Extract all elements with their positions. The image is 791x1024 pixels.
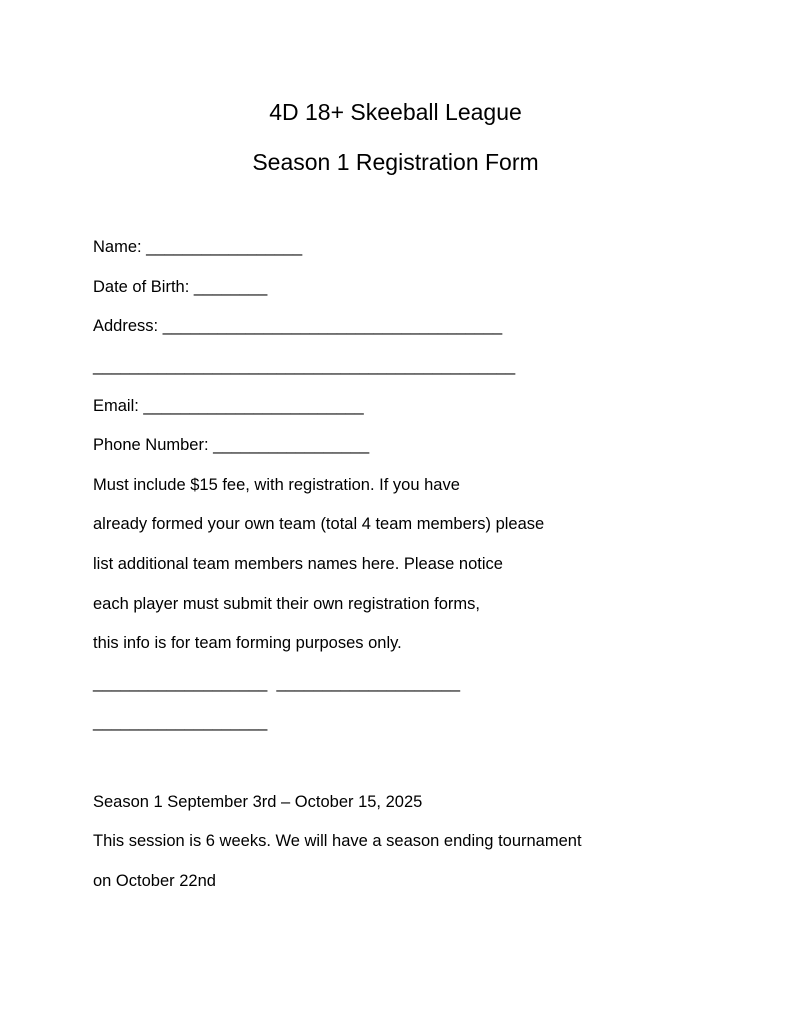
- instruction-line: each player must submit their own registration forms,: [93, 595, 480, 613]
- address-field-label: Address: _____________________________________: [93, 317, 503, 335]
- name-field-label: Name: _________________: [93, 238, 303, 256]
- season-info: This session is 6 weeks. We will have a season ending tournament: [93, 832, 582, 850]
- season-info: on October 22nd: [93, 872, 216, 890]
- instruction-line: Must include $15 fee, with registration. If you have: [93, 476, 460, 494]
- season-dates: Season 1 September 3rd – October 15, 2025: [93, 793, 423, 811]
- instruction-line: already formed your own team (total 4 team members) please: [93, 515, 545, 533]
- dob-field-label: Date of Birth: ________: [93, 278, 268, 296]
- address-line-2: ______________________________________________: [93, 357, 516, 375]
- team-member-lines: ___________________: [93, 713, 268, 731]
- phone-field-label: Phone Number: _________________: [93, 436, 370, 454]
- instruction-line: this info is for team forming purposes only.: [93, 634, 402, 652]
- team-member-lines: ___________________ ____________________: [93, 674, 461, 692]
- email-field-label: Email: ________________________: [93, 397, 364, 415]
- page-title: 4D 18+ Skeeball League: [269, 99, 522, 125]
- instruction-line: list additional team members names here. Please notice: [93, 555, 503, 573]
- page-subtitle: Season 1 Registration Form: [252, 149, 539, 175]
